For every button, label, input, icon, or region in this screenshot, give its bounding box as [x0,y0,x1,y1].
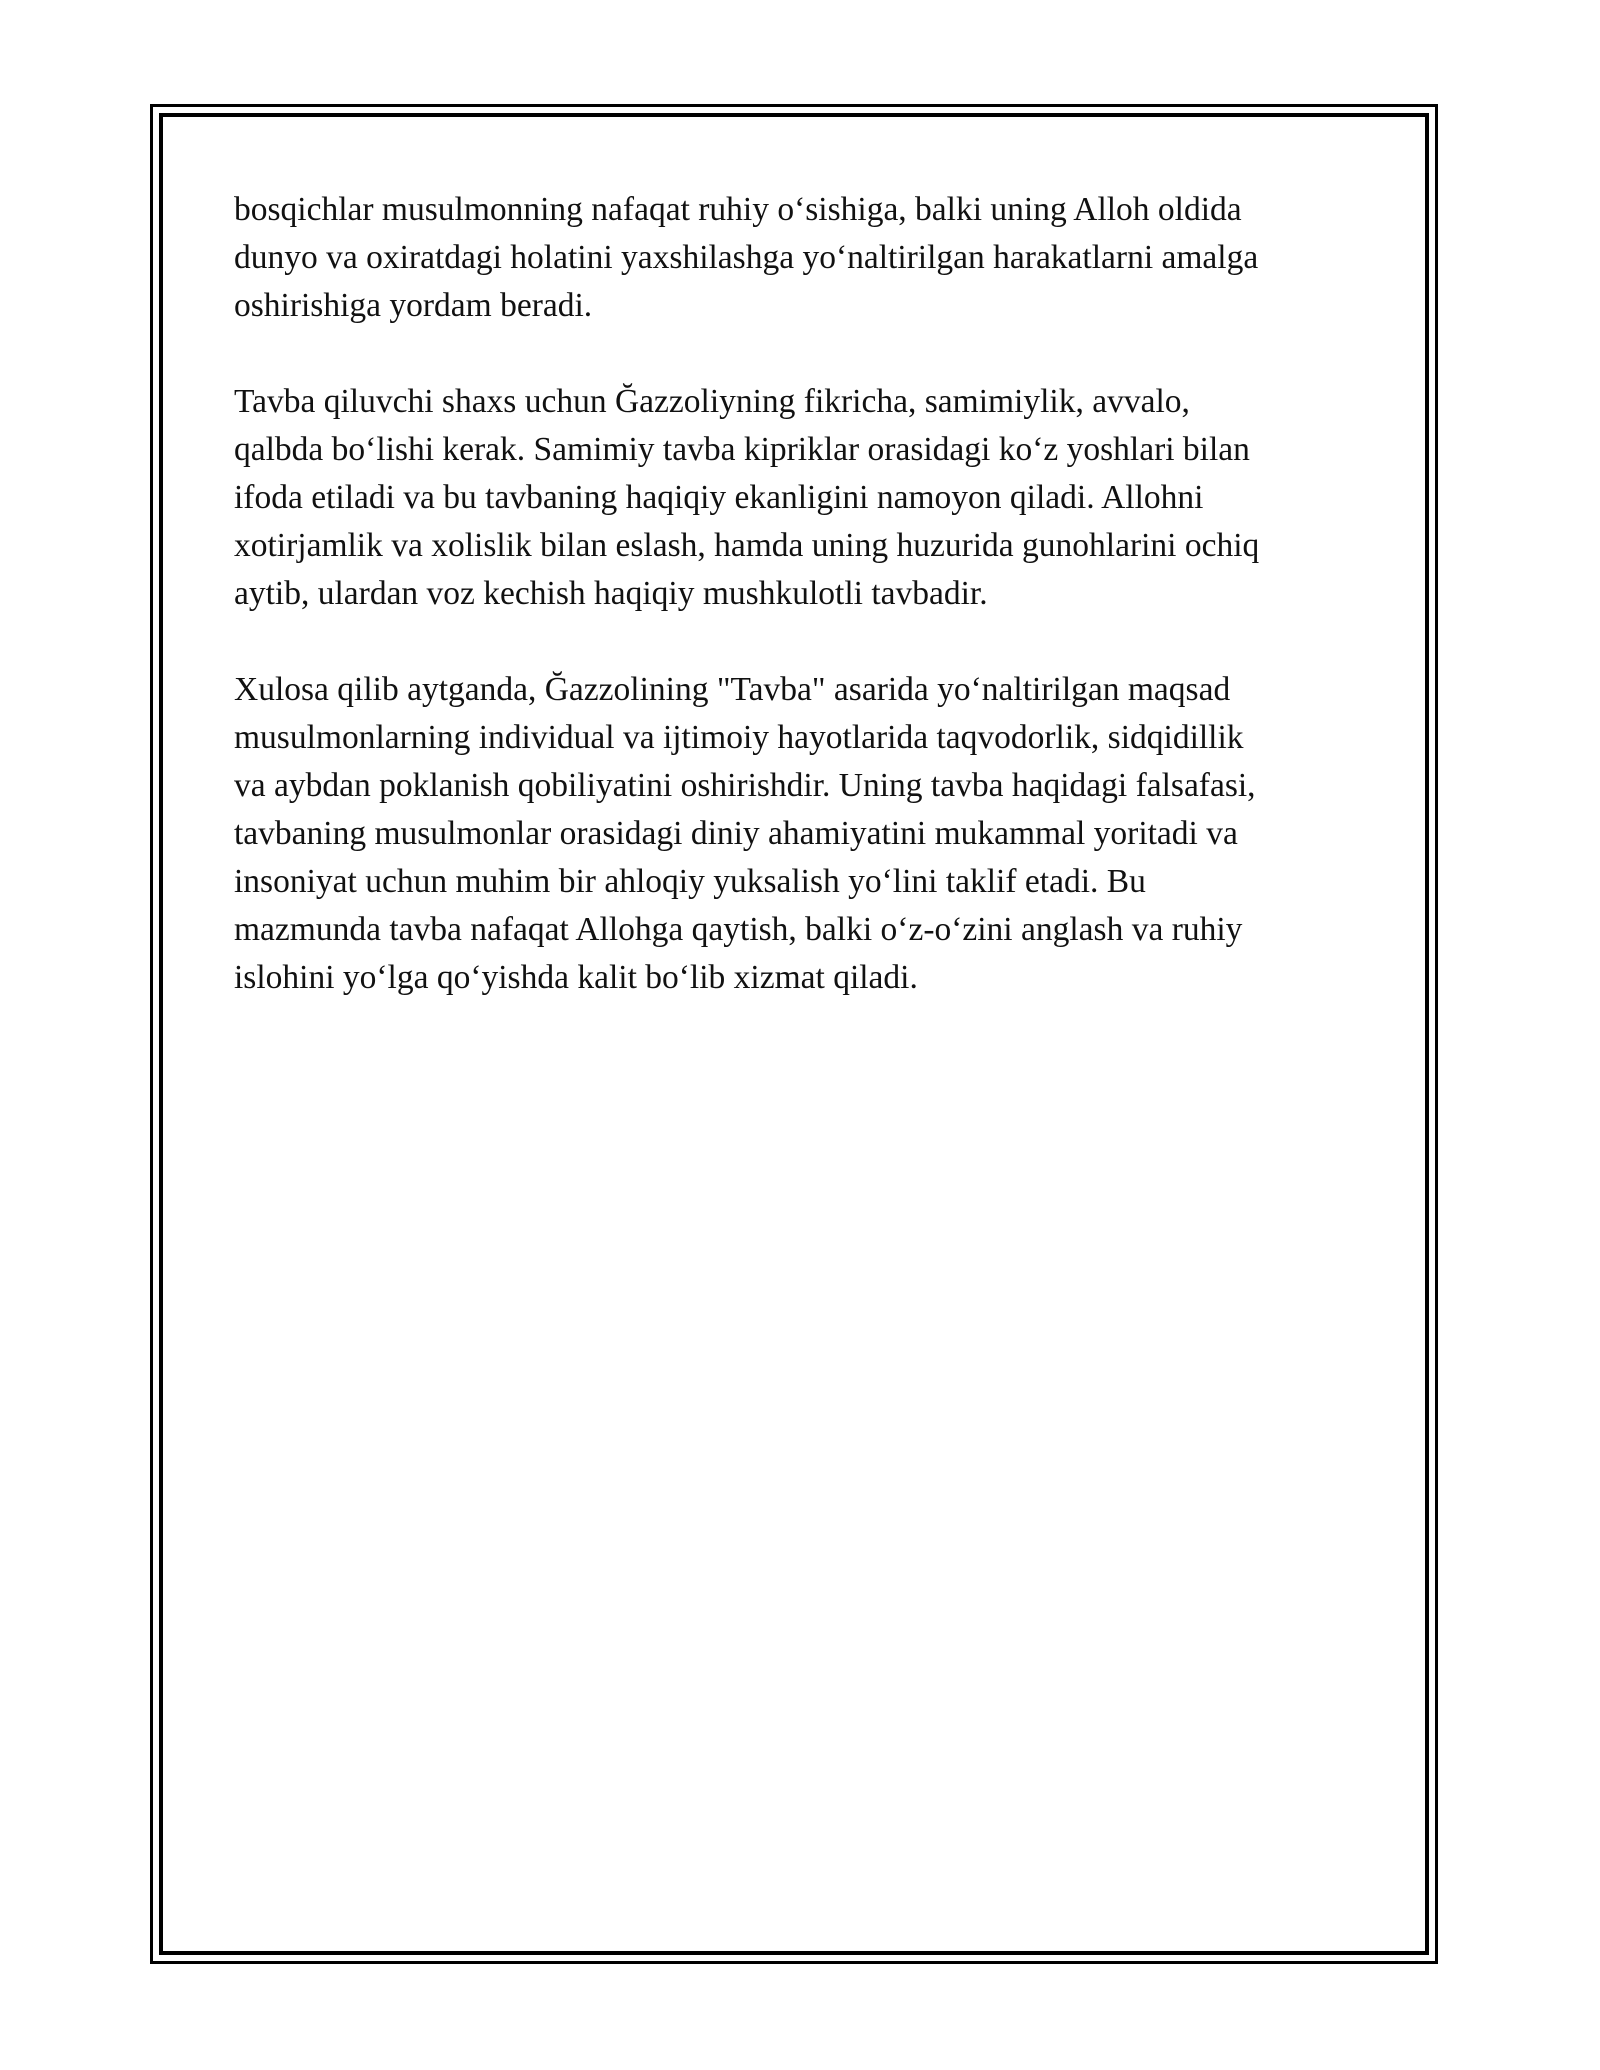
page-content [234,186,1364,1050]
paragraph-2: Tavba qiluvchi shaxs uchun Ğazzoliyning fikricha, samimiylik, avvalo, qalbda bo‘lishi kerak. Samimiy tavba kipriklar orasidagi ko‘z yoshlari bilan ifoda etiladi va bu tavbaning haqiqiy ekanligini namoyon qiladi. Allohni xotirjamlik va xolislik bilan eslash, hamda uning huzurida gunohlarini ochiq aytib, ulardan voz kechish haqiqiy mushkulotli tavbadir. [234,383,1260,612]
paragraph-1: bosqichlar musulmonning nafaqat ruhiy o‘sishiga, balki uning Alloh oldida dunyo va oxiratdagi holatini yaxshilashga yo‘naltirilgan harakatlarni amalga oshirishiga yordam beradi. [234,191,1259,324]
paragraph-3: Xulosa qilib aytganda, Ğazzolining "Tavba" asarida yo‘naltirilgan maqsad musulmonlarning individual va ijtimoiy hayotlarida taqvodorlik, sidqidillik va aybdan poklanish qobiliyatini oshirishdir. Uning tavba haqidagi falsafasi, tavbaning musulmonlar orasidagi diniy ahamiyatini mukammal yoritadi va insoniyat uchun muhim bir ahloqiy yuksalish yo‘lini taklif etadi. Bu mazmunda tavba nafaqat Allohga qaytish, balki o‘z-o‘zini anglash va ruhiy islohini yo‘lga qo‘yishda kalit bo‘lib xizmat qiladi. [234,671,1256,996]
